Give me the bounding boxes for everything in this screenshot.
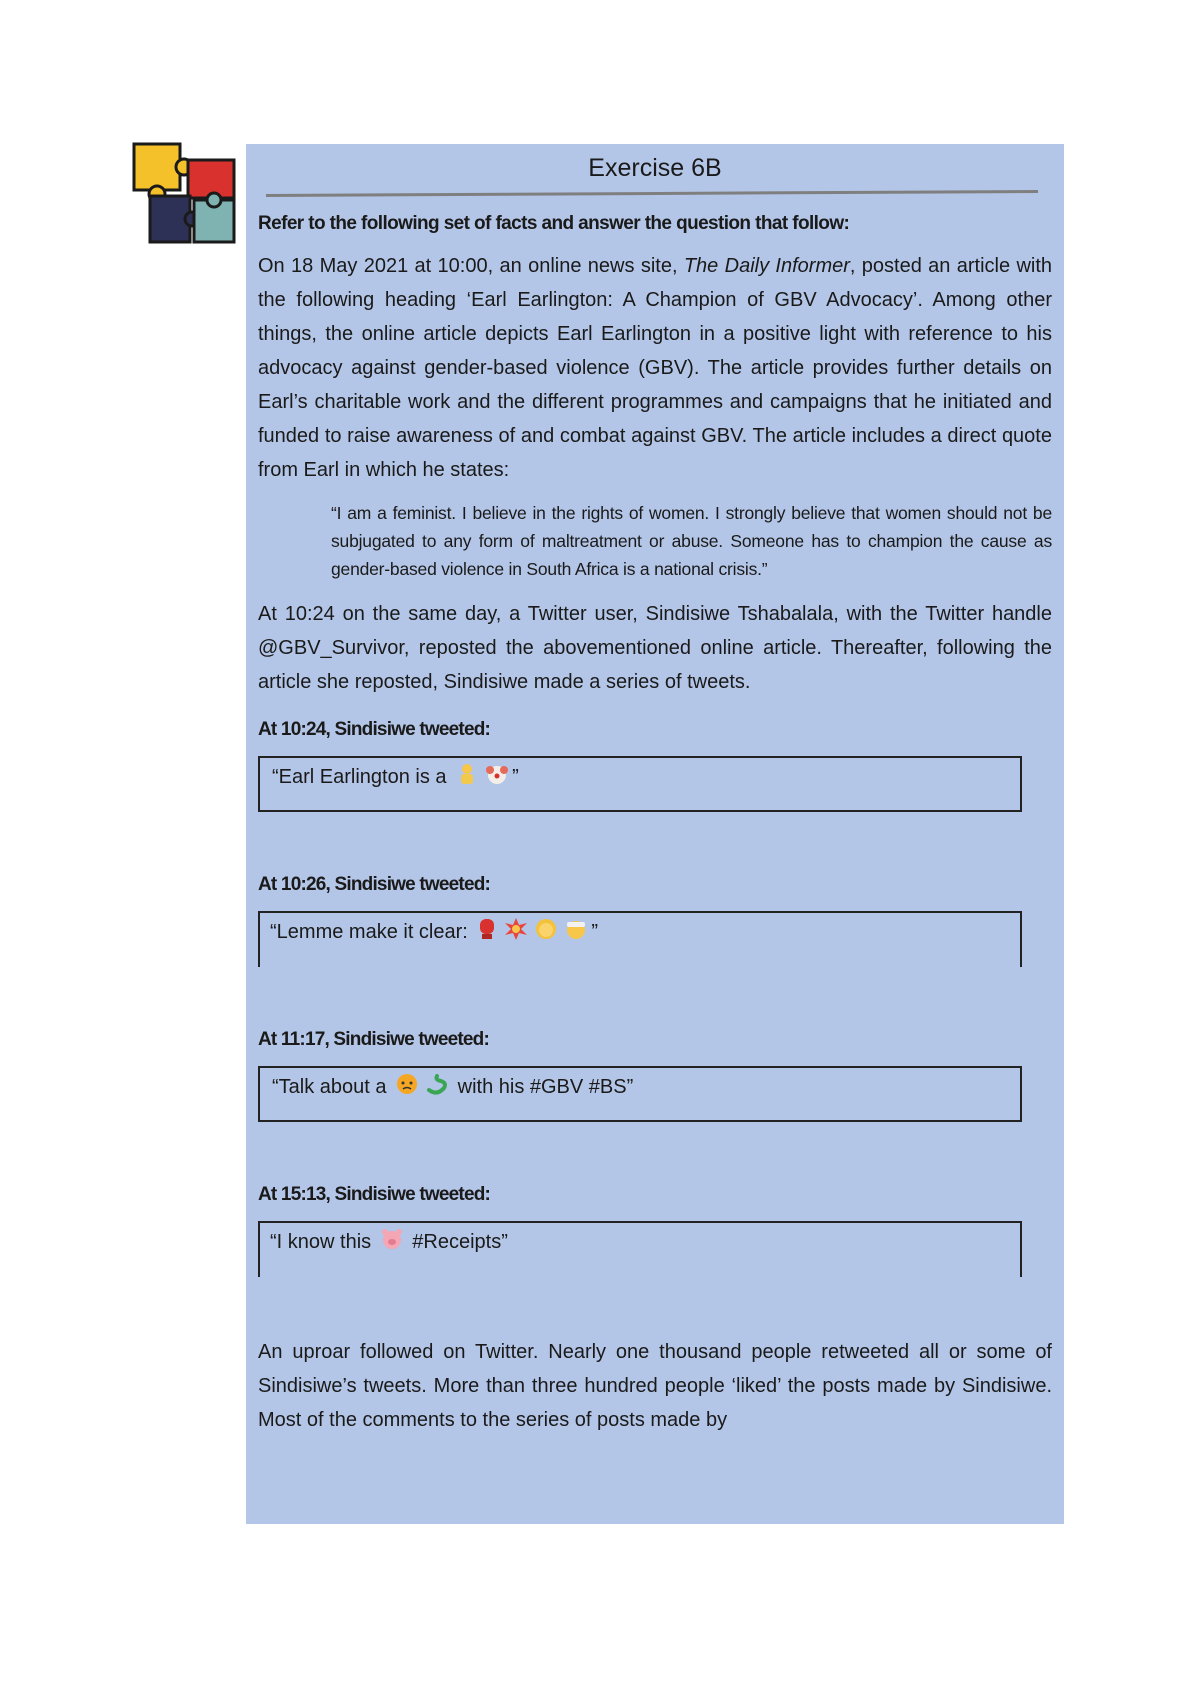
title-divider (266, 188, 1038, 198)
earl-quote: “I am a feminist. I believe in the rights of women. I strongly believe that women should not be subjugated to any form of maltreatment or abuse. Someone has to champion the cause as gender-based violence in South Africa is a national crisis.” (331, 503, 1052, 579)
publication-name: The Daily Informer (683, 255, 850, 277)
instruction-text: Refer to the following set of facts and answer the question that follow: (258, 213, 850, 234)
page-title: Exercise 6B (588, 154, 722, 182)
tweet-label-1: At 10:24, Sindisiwe tweeted: (258, 719, 491, 740)
boxing-glove-emoji-icon (476, 917, 498, 941)
tweet-label-4: At 15:13, Sindisiwe tweeted: (258, 1184, 491, 1205)
angry-face-emoji-icon (395, 1072, 419, 1096)
clown-emoji-icon (485, 762, 509, 786)
woman-face-emoji-icon (534, 917, 558, 941)
tweet-box-4: “I know this #Receipts” (258, 1221, 1022, 1277)
tweet-box-2: “Lemme make it clear: ” (258, 911, 1022, 967)
facts-paragraph-3: An uproar followed on Twitter. Nearly one thousand people retweeted all or some of Sindisiwe’s tweets. More than three hundred people ‘liked’ the posts made by Sindisiwe. Most of the comments to the series of posts made by (258, 1341, 1052, 1431)
tweet-box-1: “Earl Earlington is a ” (258, 756, 1022, 812)
snake-emoji-icon (425, 1072, 449, 1096)
person-emoji-icon (455, 762, 479, 786)
puzzle-icon (132, 142, 238, 246)
facts-paragraph-2: At 10:24 on the same day, a Twitter user, Sindisiwe Tshabalala, with the Twitter handle @GBV_Survivor, reposted the abovementioned online article. Thereafter, following the article she reposted, Sindisiwe made a series of tweets. (258, 603, 1052, 693)
tweet-box-3: “Talk about a with his #GBV #BS” (258, 1066, 1022, 1122)
tweet-label-2: At 10:26, Sindisiwe tweeted: (258, 874, 491, 895)
head-bandage-emoji-icon (564, 917, 588, 941)
exercise-panel (246, 144, 1064, 1524)
facts-paragraph-1: On 18 May 2021 at 10:00, an online news site, The Daily Informer, posted an article with the following heading ‘Earl Earlington: A Champion of GBV Advocacy’. Among other things, the online article depicts Earl Earlington in a positive light with reference to his advocacy against gender-based violence (GBV). The article provides further details on Earl’s charitable work and the different programmes and campaigns that he initiated and funded to raise awareness of and combat against GBV. The article includes a direct quote from Earl in which he states: (258, 255, 1053, 481)
collision-emoji-icon (504, 917, 528, 941)
tweet-label-3: At 11:17, Sindisiwe tweeted: (258, 1029, 490, 1050)
pig-face-emoji-icon (380, 1227, 404, 1251)
